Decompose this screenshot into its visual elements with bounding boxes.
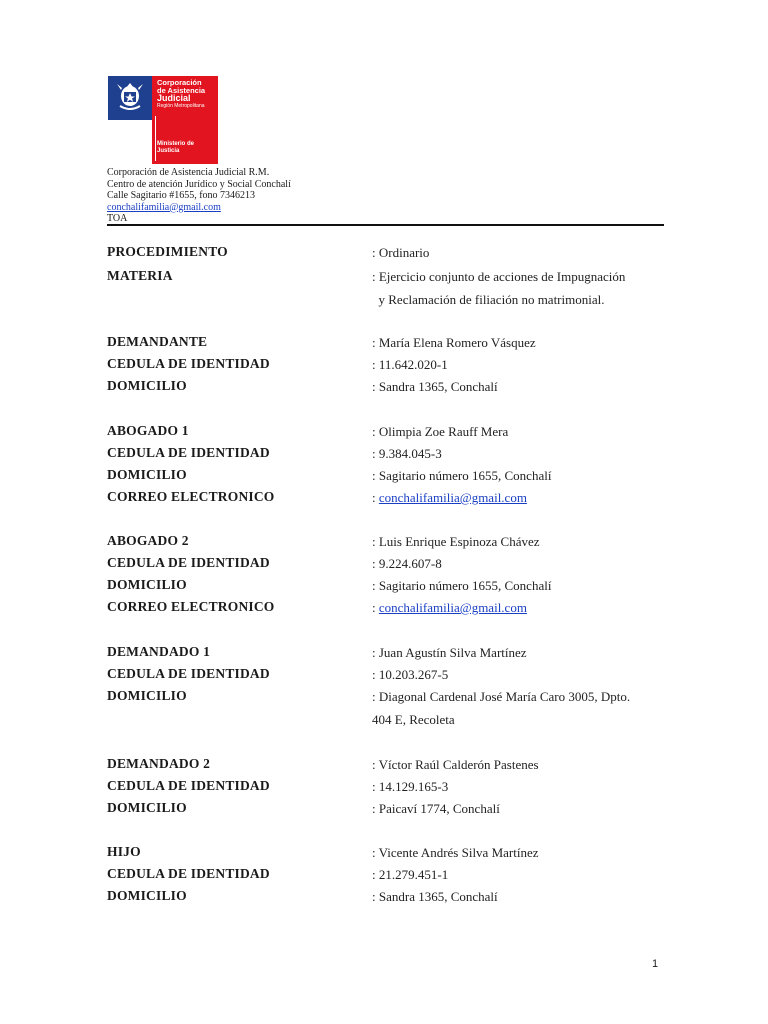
logo-line-1: Corporación (157, 78, 202, 87)
field-value: : Sandra 1365, Conchalí (372, 889, 498, 904)
field-label: CEDULA DE IDENTIDAD (107, 555, 270, 570)
field-value: : Olimpia Zoe Rauff Mera (372, 424, 509, 439)
field-label: PROCEDIMIENTO (107, 244, 228, 259)
email-link[interactable]: conchalifamilia@gmail.com (378, 490, 527, 505)
field-label: DOMICILIO (107, 577, 187, 592)
field-value: : 10.203.267-5 (372, 667, 449, 682)
field-value: : Diagonal Cardenal José María Caro 3005, Dpto. (372, 689, 631, 704)
field-label: MATERIA (107, 268, 173, 283)
logo-divider (155, 116, 156, 161)
logo-ministry-text (157, 141, 217, 155)
coat-of-arms-icon (114, 80, 146, 114)
field-value (372, 600, 527, 616)
field-value: : 21.279.451-1 (372, 867, 449, 882)
logo-white-panel (108, 120, 152, 164)
field-label: DEMANDADO 1 (107, 644, 211, 659)
field-label: DOMICILIO (107, 467, 187, 482)
field-label: DOMICILIO (107, 688, 187, 703)
field-label: CEDULA DE IDENTIDAD (107, 866, 270, 881)
field-value: : Ejercicio conjunto de acciones de Impugnación (372, 269, 626, 284)
page-number: 1 (652, 958, 659, 970)
logo-line-3: Judicial (157, 93, 191, 103)
field-value: : Luis Enrique Espinoza Chávez (372, 534, 540, 549)
field-value: : 14.129.165-3 (372, 779, 449, 794)
logo-brand-text (157, 79, 217, 110)
field-label: DOMICILIO (107, 800, 187, 815)
field-value: : Sandra 1365, Conchalí (372, 379, 498, 394)
header-line-2: Centro de atención Jurídico y Social Conchalí (107, 178, 291, 190)
field-label: ABOGADO 1 (107, 423, 189, 438)
field-label: CORREO ELECTRONICO (107, 489, 275, 504)
field-label: CEDULA DE IDENTIDAD (107, 356, 270, 371)
field-label: DEMANDANTE (107, 334, 208, 349)
field-value: : 9.224.607-8 (372, 556, 442, 571)
field-value-prefix: : (372, 600, 379, 615)
field-value (372, 490, 527, 506)
header-line-1: Corporación de Asistencia Judicial R.M. (107, 167, 270, 178)
field-label: DOMICILIO (107, 888, 187, 903)
field-label: CEDULA DE IDENTIDAD (107, 666, 270, 681)
field-label: CEDULA DE IDENTIDAD (107, 778, 270, 793)
email-link[interactable]: conchalifamilia@gmail.com (378, 600, 527, 615)
field-label: DEMANDADO 2 (107, 756, 211, 771)
corporation-logo (108, 76, 218, 164)
field-label: CORREO ELECTRONICO (107, 599, 275, 614)
header-divider (107, 224, 664, 226)
field-value: : 9.384.045-3 (372, 446, 442, 461)
field-value: : 11.642.020-1 (372, 357, 448, 372)
field-label: DOMICILIO (107, 378, 187, 393)
logo-ministry-line-2: Justicia (157, 148, 180, 154)
field-value: 404 E, Recoleta (372, 712, 455, 727)
field-value: : Paicaví 1774, Conchalí (372, 801, 500, 816)
field-value: : Sagitario número 1655, Conchalí (372, 578, 552, 593)
header-line-3: Calle Sagitario #1655, fono 7346213 (107, 190, 256, 201)
field-value: : Ordinario (372, 245, 430, 260)
field-label: HIJO (107, 844, 141, 859)
logo-ministry-line-1: Ministerio de (157, 141, 195, 147)
field-value: : Sagitario número 1655, Conchalí (372, 468, 552, 483)
field-value: : María Elena Romero Vásquez (372, 335, 536, 350)
header-email-link[interactable]: conchalifamilia@gmail.com (107, 201, 221, 213)
logo-line-4: Región Metropolitana (157, 103, 205, 109)
field-label: ABOGADO 2 (107, 533, 189, 548)
header-info (107, 167, 291, 225)
field-value-prefix: : (372, 490, 379, 505)
field-value: : Víctor Raúl Calderón Pastenes (372, 757, 539, 772)
field-value: : Vicente Andrés Silva Martínez (372, 845, 539, 860)
field-value: : Juan Agustín Silva Martínez (372, 645, 527, 660)
field-label: CEDULA DE IDENTIDAD (107, 445, 270, 460)
logo-line-2: de Asistencia (157, 85, 206, 95)
field-value: y Reclamación de filiación no matrimonial. (372, 292, 605, 307)
header-toa: TOA (107, 213, 128, 224)
